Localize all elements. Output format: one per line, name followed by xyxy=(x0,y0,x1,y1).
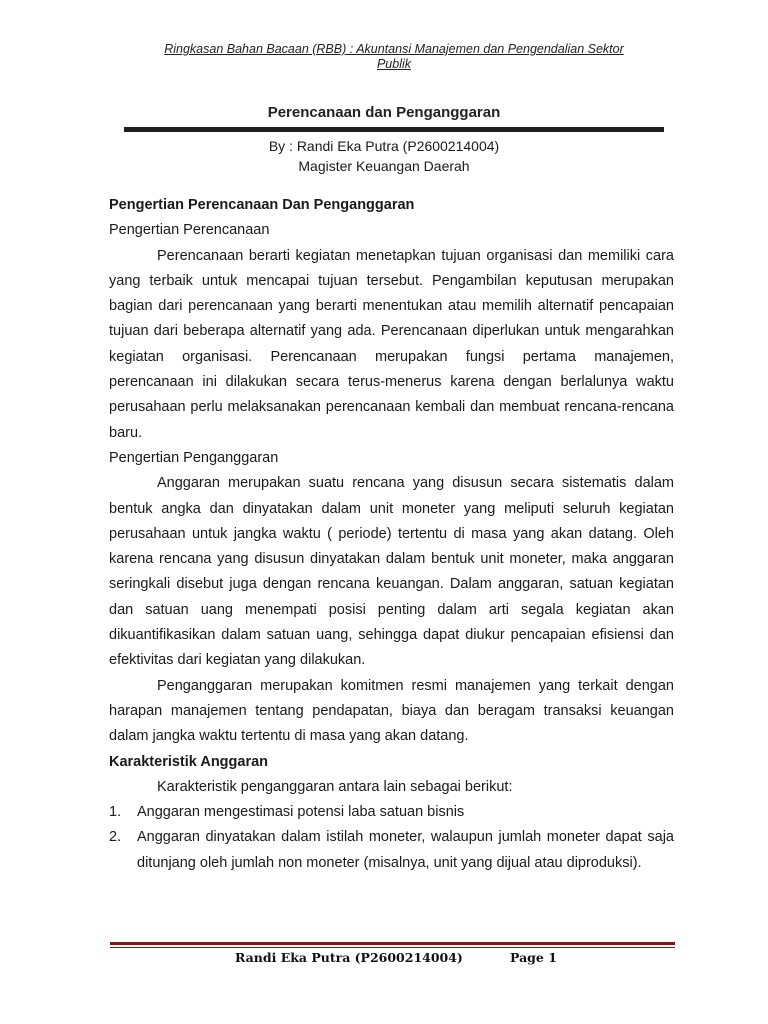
document-title: Perencanaan dan Penganggaran xyxy=(267,104,501,121)
list-number: 1. xyxy=(109,804,122,821)
list-item xyxy=(109,825,674,876)
footer-rule-thick xyxy=(110,942,675,945)
section-heading-2: Karakteristik Anggaran xyxy=(109,753,269,770)
header-line-2: Publik xyxy=(376,57,412,71)
subheading-perencanaan: Pengertian Perencanaan xyxy=(109,222,270,239)
paragraph-karakteristik: Karakteristik penganggaran antara lain sebagai berikut: xyxy=(157,778,513,795)
footer-rule-thin xyxy=(110,947,675,948)
document-body xyxy=(109,193,674,876)
paragraph-perencanaan: Perencanaan berarti kegiatan menetapkan tujuan organisasi dan memiliki cara yang terbaik untuk mencapai tujuan tersebut. Pengambilan keputusan merupakan bagian dari perencanaan yang berarti menentukan atau memilih alternatif pencapaian tujuan dari beberapa alternatif yang ada. Perencanaan diperlukan untuk mengarahkan kegiatan organisasi. Perencanaan merupakan fungsi pertama manajemen, perencanaan ini dilakukan secara terus-menerus karena dengan berlalunya waktu perusahaan perlu melaksanakan perencanaan kembali dan membuat rencana-rencana baru. xyxy=(109,247,674,441)
title-rule xyxy=(124,127,664,132)
section-heading-1: Pengertian Perencanaan Dan Penganggaran xyxy=(109,197,415,213)
program-line: Magister Keuangan Daerah xyxy=(298,158,470,174)
author-block xyxy=(0,136,768,176)
author-line: By : Randi Eka Putra (P2600214004) xyxy=(268,138,500,154)
subheading-penganggaran: Pengertian Penganggaran xyxy=(109,449,279,466)
footer-page-number: Page 1 xyxy=(510,950,557,965)
list-item xyxy=(109,800,674,825)
header-line-1: Ringkasan Bahan Bacaan (RBB) : Akuntansi Manajemen dan Pengendalian Sektor xyxy=(164,42,624,56)
list-text: Anggaran mengestimasi potensi laba satuan bisnis xyxy=(137,804,465,821)
characteristics-list xyxy=(109,800,674,876)
paragraph-anggaran: Anggaran merupakan suatu rencana yang disusun secara sistematis dalam bentuk angka dan dinyatakan dalam unit moneter yang meliputi seluruh kegiatan perusahaan untuk jangka waktu ( periode) tertentu di masa yang akan datang. Oleh karena rencana yang disusun dinyatakan dalam bentuk unit moneter, maka anggaran seringkali disebut juga dengan rencana keuangan. Dalam anggaran, satuan kegiatan dan satuan uang menempati posisi penting dalam arti segala kegiatan akan dikuantifikasikan dalam satuan uang, sehingga dapat diukur pencapaian efisiensi dan efektivitas dari kegiatan yang dilakukan. xyxy=(109,475,674,669)
paragraph-penganggaran: Penganggaran merupakan komitmen resmi manajemen yang terkait dengan harapan manajemen tentang pendapatan, biaya dan beragam transaksi keuangan dalam jangka waktu tertentu di masa yang akan datang. xyxy=(109,677,674,745)
footer-author: Randi Eka Putra (P2600214004) xyxy=(235,950,463,965)
list-text: Anggaran dinyatakan dalam istilah moneter, walaupun jumlah moneter dapat saja ditunjang oleh jumlah non moneter (misalnya, unit yang dijual atau diproduksi). xyxy=(137,829,674,871)
list-number: 2. xyxy=(109,829,122,846)
running-header xyxy=(120,42,668,72)
